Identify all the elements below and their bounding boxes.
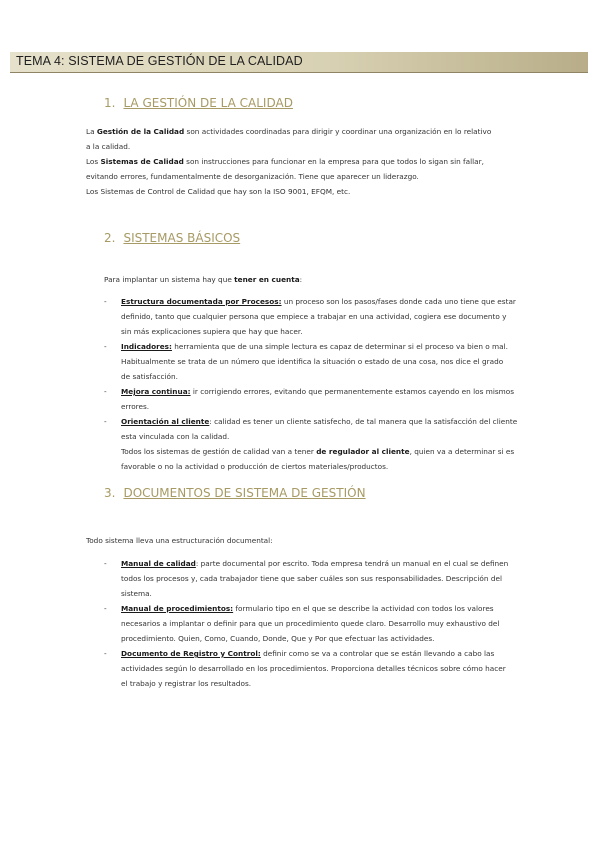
document-title: TEMA 4: SISTEMA DE GESTIÓN DE LA CALIDAD — [16, 54, 303, 68]
section-1-title: LA GESTIÓN DE LA CALIDAD — [123, 96, 293, 110]
s1-line-5: Los Sistemas de Control de Calidad que hay son la ISO 9001, EFQM, etc. — [86, 187, 351, 196]
section-2-title: SISTEMAS BÁSICOS — [123, 231, 241, 245]
s1-line-3: Los Sistemas de Calidad son instrucciones para funcionar en la empresa para que todos lo sigan sin fallar, — [86, 157, 484, 166]
title-bar — [10, 52, 588, 73]
bullet-dash: - — [104, 342, 107, 351]
s1-line-1: La Gestión de la Calidad son actividades coordinadas para dirigir y coordinar una organización en lo relativo — [86, 127, 492, 136]
bullet-dash: - — [104, 387, 107, 396]
section-3-heading — [104, 486, 366, 500]
s3-item-3: Documento de Registro y Control: definir como se va a controlar que se están llevando a cabo las actividades según lo desarrollado en los procedimientos. Proporciona detalles técnicos sobre cómo hacer el trabajo y registrar los resultados. — [121, 649, 506, 688]
section-1-number: 1. — [104, 96, 116, 110]
section-1-heading — [104, 96, 293, 110]
s2-item-3: Mejora continua: ir corrigiendo errores, evitando que permanentemente estamos cayendo en los mismos errores. — [121, 387, 515, 411]
section-2-heading — [104, 231, 240, 245]
term-regulador-cliente: de regulador al cliente — [316, 447, 410, 456]
bullet-dash: - — [104, 417, 107, 426]
bullet-dash: - — [104, 649, 107, 658]
section-3-title: DOCUMENTOS DE SISTEMA DE GESTIÓN — [123, 486, 366, 500]
s2-item-4: Orientación al cliente: calidad es tener un cliente satisfecho, de tal manera que la satisfacción del cliente esta vinculada con la calidad. Todos los sistemas de gestión de calidad van a tener de regulador al cliente, quien va a determinar si es favorable o no la actividad o producción de ciertos materiales/productos. — [121, 417, 518, 471]
s2-item-1: Estructura documentada por Procesos: un proceso son los pasos/fases donde cada uno tiene que estar definido, tanto que cualquier persona que empiece a trabajar en una actividad, cogiera ese documento y sin más explicaciones supiera que hay que hacer. — [121, 297, 516, 336]
s2-item-2: Indicadores: herramienta que de una simple lectura es capaz de determinar si el proceso va bien o mal. Habitualmente se trata de un número que identifica la situación o estado de una cosa, nos dice el grado de satisfacción. — [121, 342, 508, 381]
s3-intro: Todo sistema lleva una estructuración documental: — [86, 536, 273, 545]
s3-item-1: Manual de calidad: parte documental por escrito. Toda empresa tendrá un manual en el cual se definen todos los procesos y, cada trabajador tiene que saber cuáles son sus responsabilidades. Descripción del sistema. — [121, 559, 509, 598]
term-tener-en-cuenta: tener en cuenta — [234, 275, 300, 284]
bullet-dash: - — [104, 559, 107, 568]
term-gestion-calidad: Gestión de la Calidad — [96, 127, 185, 136]
s3-item-2: Manual de procedimientos: formulario tipo en el que se describe la actividad con todos los valores necesarios a implantar o definir para que un procedimiento quede claro. Desarrollo muy exhaustivo del procedimiento. Quien, Como, Cuando, Donde, Que y Por que efectuar las actividades. — [121, 604, 500, 643]
term-sistemas-calidad: Sistemas de Calidad — [100, 157, 184, 166]
section-3-number: 3. — [104, 486, 116, 500]
section-2-number: 2. — [104, 231, 116, 245]
bullet-dash: - — [104, 297, 107, 306]
bullet-dash: - — [104, 604, 107, 613]
s2-intro: Para implantar un sistema hay que tener en cuenta: — [104, 275, 303, 284]
s1-line-2: a la calidad. — [86, 142, 131, 151]
s1-line-4: evitando errores, fundamentalmente de desorganización. Tiene que aparecer un liderazgo. — [86, 172, 419, 181]
